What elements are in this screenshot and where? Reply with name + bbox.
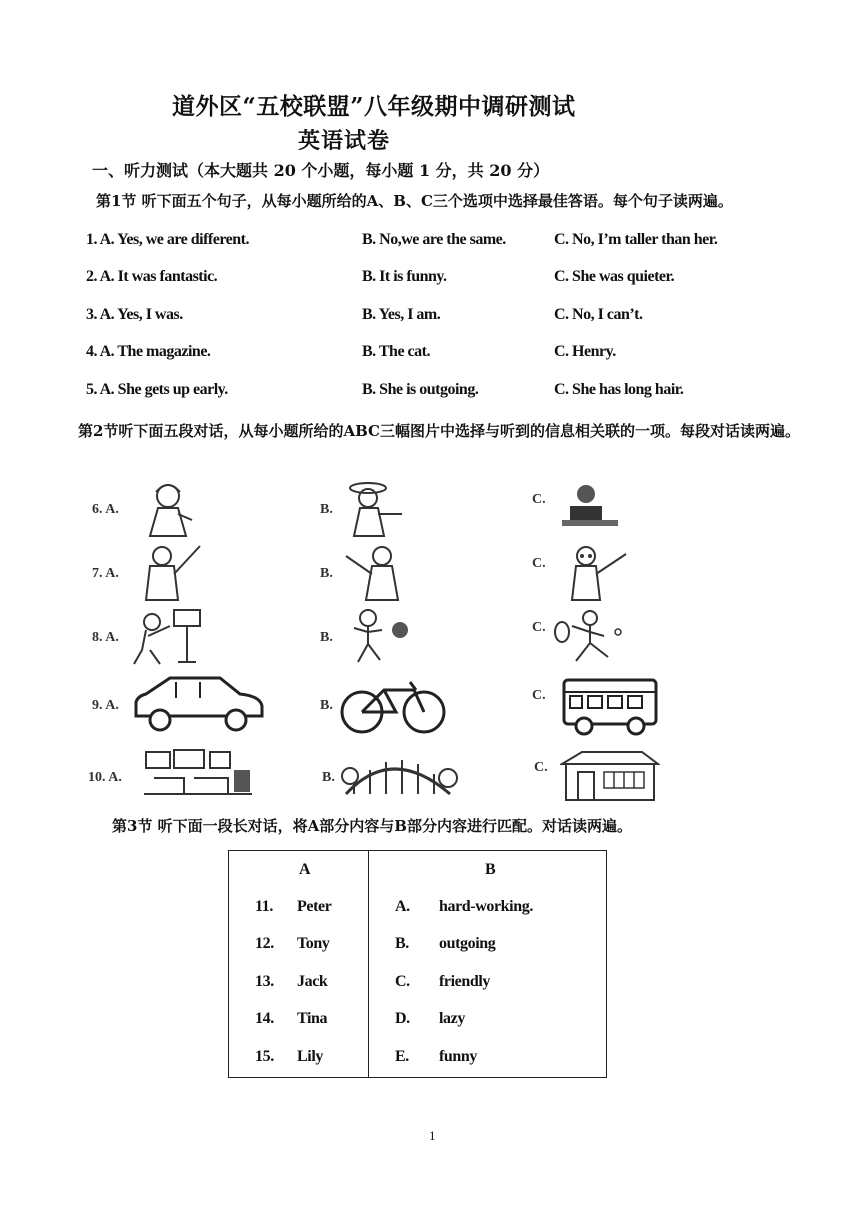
picture-option-label-c: C. <box>534 760 548 775</box>
match-num: 12. <box>255 935 274 952</box>
restaurant-icon[interactable] <box>560 748 660 806</box>
picture-option-label-a: 7. A. <box>92 566 119 581</box>
page-number: 1 <box>429 1128 436 1143</box>
picture-option-label-a: 8. A. <box>92 630 119 645</box>
option-b: B. She is outgoing. <box>362 381 479 398</box>
picture-option-label-c: C. <box>532 556 546 571</box>
option-c: C. She was quieter. <box>554 268 675 285</box>
part2-instruction: 第2节听下面五段对话，从每小题所给的ABC三幅图片中选择与听到的信息相关联的一项。每段对话读两遍。 <box>78 422 800 440</box>
boy-reading-icon[interactable] <box>548 480 628 542</box>
option-a: 4. A. The magazine. <box>86 343 211 360</box>
match-letter: A. <box>395 898 410 915</box>
car-icon[interactable] <box>130 676 266 740</box>
tennis-icon[interactable] <box>548 608 628 670</box>
column-b-header: B <box>485 861 496 878</box>
page-title: 道外区“五校联盟”八年级期中调研测试 <box>172 93 576 120</box>
match-letter: D. <box>395 1010 410 1027</box>
match-name: Tony <box>297 935 330 952</box>
picture-option-label-b: B. <box>320 698 333 713</box>
classroom-icon[interactable] <box>144 748 254 802</box>
section-heading: 一、听力测试（本大题共 20 个小题，每小题 1 分，共 20 分） <box>92 161 550 180</box>
match-num: 14. <box>255 1010 274 1027</box>
picture-option-label-a: 6. A. <box>92 502 119 517</box>
match-num: 15. <box>255 1048 274 1065</box>
bicycle-icon[interactable] <box>338 676 448 740</box>
option-a: 1. A. Yes, we are different. <box>86 231 249 248</box>
picture-option-label-c: C. <box>532 688 546 703</box>
picture-option-label-a: 10. A. <box>88 770 122 785</box>
option-c: C. Henry. <box>554 343 616 360</box>
soccer-icon[interactable] <box>338 608 418 670</box>
match-word: hard-working. <box>439 898 533 915</box>
option-c: C. No, I can’t. <box>554 306 643 323</box>
option-b: B. Yes, I am. <box>362 306 441 323</box>
match-name: Peter <box>297 898 332 915</box>
option-b: B. It is funny. <box>362 268 447 285</box>
match-word: funny <box>439 1048 478 1065</box>
picture-option-label-b: B. <box>320 502 333 517</box>
option-a: 5. A. She gets up early. <box>86 381 228 398</box>
picture-option-label-b: B. <box>320 566 333 581</box>
girl-with-hat-icon[interactable] <box>338 480 418 542</box>
option-c: C. She has long hair. <box>554 381 684 398</box>
match-num: 11. <box>255 898 273 915</box>
option-b: B. The cat. <box>362 343 430 360</box>
match-name: Tina <box>297 1010 328 1027</box>
park-bridge-icon[interactable] <box>340 748 460 802</box>
teacher-pointer-icon[interactable] <box>132 544 212 606</box>
picture-option-label-b: B. <box>322 770 335 785</box>
picture-option-label-c: C. <box>532 620 546 635</box>
matching-table <box>228 850 607 1078</box>
table-divider <box>368 851 369 1077</box>
option-c: C. No, I’m taller than her. <box>554 231 718 248</box>
female-teacher-icon[interactable] <box>338 544 418 606</box>
match-word: lazy <box>439 1010 465 1027</box>
option-b: B. No,we are the same. <box>362 231 506 248</box>
bus-icon[interactable] <box>560 676 660 742</box>
part3-instruction: 第3节 听下面一段长对话，将A部分内容与B部分内容进行匹配。对话读两遍。 <box>112 817 632 835</box>
column-a-header: A <box>299 861 311 878</box>
picture-option-label-b: B. <box>320 630 333 645</box>
old-teacher-icon[interactable] <box>552 544 632 606</box>
match-word: friendly <box>439 973 491 990</box>
option-a: 2. A. It was fantastic. <box>86 268 218 285</box>
match-letter: E. <box>395 1048 409 1065</box>
match-letter: C. <box>395 973 410 990</box>
girl-icon[interactable] <box>130 480 210 542</box>
picture-option-label-a: 9. A. <box>92 698 119 713</box>
option-a: 3. A. Yes, I was. <box>86 306 183 323</box>
match-name: Jack <box>297 973 328 990</box>
part1-instruction: 第1节 听下面五个句子，从每小题所给的A、B、C三个选项中选择最佳答语。每个句子读两遍。 <box>96 192 733 210</box>
match-name: Lily <box>297 1048 323 1065</box>
page-subtitle: 英语试卷 <box>298 128 391 154</box>
match-num: 13. <box>255 973 274 990</box>
match-letter: B. <box>395 935 409 952</box>
picture-option-label-c: C. <box>532 492 546 507</box>
match-word: outgoing <box>439 935 496 952</box>
basketball-icon[interactable] <box>130 608 210 670</box>
